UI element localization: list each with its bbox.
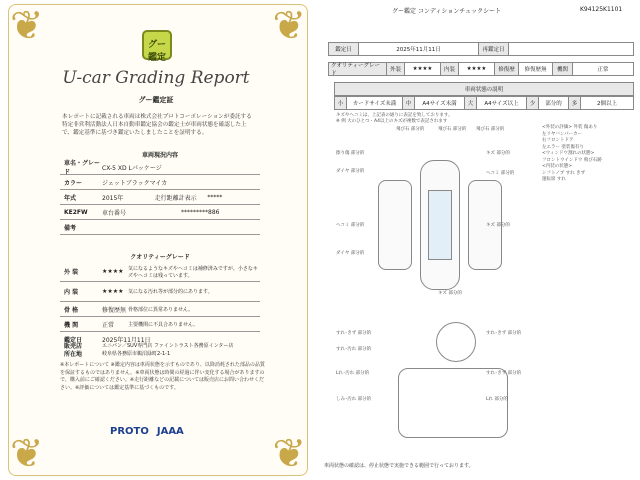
label: 内装 <box>441 63 459 75</box>
label: カラー <box>64 179 83 187</box>
frame-status: 修復歴無 <box>102 306 127 314</box>
label: 多 <box>569 97 581 109</box>
label: 車台番号 <box>102 209 127 217</box>
interior-label: すれ･きず 部分的 <box>336 331 372 336</box>
grading-date: 2025年11月11日 <box>102 337 151 344</box>
exterior-desc: 気になるようなキズやヘコミは補修済みですが、小さなキズやヘコミは残っています。 <box>128 265 258 279</box>
engine-desc: 主要機関に不具合ありません。 <box>128 321 199 328</box>
damage-label: キズ 部分的 <box>486 223 510 228</box>
damage-label: キズ 部分的 <box>486 151 510 156</box>
address-row <box>60 348 260 358</box>
frame-row <box>60 302 260 317</box>
section-vehicle: 車両現況内容 <box>141 152 178 159</box>
mileage: ***** <box>207 193 223 201</box>
corner-ornament-icon: ❦ <box>10 3 44 49</box>
label: 所在地 <box>64 350 83 358</box>
sheet-date: 2025年11月11日 <box>359 43 479 55</box>
size-note-2: ※ 例 大のひとつ・A4以上のキズが複数で表記されます <box>336 119 448 124</box>
logos <box>110 426 220 437</box>
date-grid <box>328 42 634 56</box>
interior-row <box>60 282 260 302</box>
label: 年式 <box>64 194 77 202</box>
model-code: KE2FW <box>64 208 88 216</box>
damage-label: 飛び石 部分的 <box>476 127 505 132</box>
label: 外 装 <box>64 269 79 276</box>
state-title <box>334 82 634 96</box>
label: 走行距離計表示 <box>154 194 197 202</box>
interior-label: Lれ･汚れ 部分的 <box>336 371 370 376</box>
damage-label: 擦り傷 部分的 <box>336 151 365 156</box>
interior-label: すれ･きず 部分的 <box>486 371 522 376</box>
section-grade: クオリティーグレード <box>130 254 190 261</box>
label: 機関 <box>553 63 573 75</box>
grade-grid <box>328 62 634 76</box>
frame-desc: 骨格部位に異常ありません。 <box>128 306 194 313</box>
seller: エニパン／SUV専門店 ファイントラスト各務原インター店 <box>102 342 234 349</box>
label: 車名・グレード <box>64 160 101 176</box>
label: 鑑定日 <box>329 43 359 55</box>
size-legend <box>334 96 634 110</box>
car-left-side <box>378 180 412 270</box>
jaaa-logo-icon: JAAA <box>156 426 184 437</box>
stars: ★★★★ <box>102 288 124 295</box>
damage-label: ヘコミ 部分的 <box>336 223 365 228</box>
certificate-body: 本レポートに記載される車両は株式会社プロトコーポレーションが委託する特定非営利活動法人日本自動車鑑定協会の鑑定士が車両状態を確認した上で、鑑定基準に基づき鑑定いたしましたことを証明する。 <box>62 114 252 136</box>
chassis-number: *********886 <box>181 208 220 216</box>
label: クオリティーグレード <box>329 63 387 75</box>
damage-label: ダイヤ 部分的 <box>336 251 365 256</box>
label: 内 装 <box>64 289 79 296</box>
label: 再鑑定日 <box>479 43 509 55</box>
vehicle-name: CX-5 XD Lパッケージ <box>102 164 162 172</box>
label: 修復歴 <box>495 63 519 75</box>
damage-label: ダイヤ 部分的 <box>336 169 365 174</box>
label: 部分的 <box>539 97 569 109</box>
corner-ornament-icon: ❦ <box>272 3 306 49</box>
engine-status: 正常 <box>597 67 609 73</box>
interior-label: しみ･汚れ 部分的 <box>336 397 372 402</box>
engine-status: 正常 <box>102 321 115 329</box>
year-row <box>60 190 260 205</box>
interior-label: すれ･汚れ 部分的 <box>336 347 372 352</box>
certificate-notes: ※本レポートについて ※鑑定内容は車両状態を示すものであり、以降消耗された部品の品質を保証するものではありません。※車両状態は時間の経過に伴い変化する場合がありますので、購入前にご確認ください。※走行距離などの記載については販売店にお問い合わせください。※評価については鑑定基準に基づくものです。 <box>60 362 265 391</box>
corner-ornament-icon: ❦ <box>272 431 306 477</box>
color-row <box>60 175 260 190</box>
damage-label: 飛び石 部分的 <box>438 127 467 132</box>
label: 大 <box>465 97 477 109</box>
bottom-note: 車両状態の確認は、停止状態で実施できる範囲で行っております。 <box>324 463 474 469</box>
ext-stars: ★★★★ <box>405 63 441 75</box>
model-row <box>60 205 260 220</box>
label: A4サイズ未満 <box>415 97 465 109</box>
label: 中 <box>403 97 415 109</box>
corner-ornament-icon: ❦ <box>10 431 44 477</box>
label: A4サイズ以上 <box>477 97 527 109</box>
stars: ★★★★ <box>102 268 124 275</box>
label: 販売店 <box>64 342 83 350</box>
label: 小 <box>335 97 347 109</box>
label: カードサイズ未満 <box>347 97 403 109</box>
repair-status: 修復歴無 <box>519 63 553 75</box>
sheet-title: グー鑑定 コンディションチェックシート <box>392 8 502 15</box>
damage-label: 飛び石 部分的 <box>396 127 425 132</box>
label: 鑑定日 <box>64 337 83 344</box>
label: 備考 <box>64 224 77 232</box>
doc-number: K94125K1101 <box>580 6 623 13</box>
damage-label: ヘコミ 部分的 <box>486 171 515 176</box>
condition-legend: <外装の評価> 外装 傷あり 左リヤバンパーカー 右フロントドア 左エラー 塗装傷有り <ウィンドウ割れの状態> フロントウインドウ 飛び石跡 <内装の状態> シフトノブ すれ きず 運転席 すれ <box>542 125 602 182</box>
interior-label: Lれ 部分的 <box>486 397 508 402</box>
proto-logo-icon: PROTO <box>110 426 149 437</box>
interior-desc: 気になる汚れ等が部分的にあります。 <box>128 289 213 295</box>
certificate-subtitle: グー鑑定証 <box>138 96 174 104</box>
label: 機 関 <box>64 321 79 329</box>
state-title-text: 車両状態の説明 <box>464 87 504 93</box>
label: 2個以上 <box>597 101 617 107</box>
interior-label: すれ･きず 部分的 <box>486 331 522 336</box>
notes-row <box>60 220 260 235</box>
label: 骨 格 <box>64 306 79 314</box>
vehicle-name-row <box>60 160 260 175</box>
car-roof <box>428 190 452 260</box>
goo-badge-icon: グー鑑定 <box>142 30 172 60</box>
engine-row <box>60 317 260 332</box>
certificate-title: U-car Grading Report <box>62 68 250 88</box>
int-stars: ★★★★ <box>459 63 495 75</box>
exterior-row <box>60 262 260 282</box>
address: 岐阜県各務原市鵜沼緑町2-1-1 <box>102 350 171 357</box>
vehicle-year: 2015年 <box>102 194 124 202</box>
steering-wheel-icon <box>436 322 476 362</box>
size-note: キズやヘコミは、上記表の通りに表記を致しております。 <box>336 113 453 118</box>
damage-label: キズ 部分的 <box>438 291 462 296</box>
vehicle-color: ジェットブラックマイカ <box>102 179 168 187</box>
label: 外装 <box>387 63 405 75</box>
label: 少 <box>527 97 539 109</box>
interior-diagram <box>398 368 508 438</box>
